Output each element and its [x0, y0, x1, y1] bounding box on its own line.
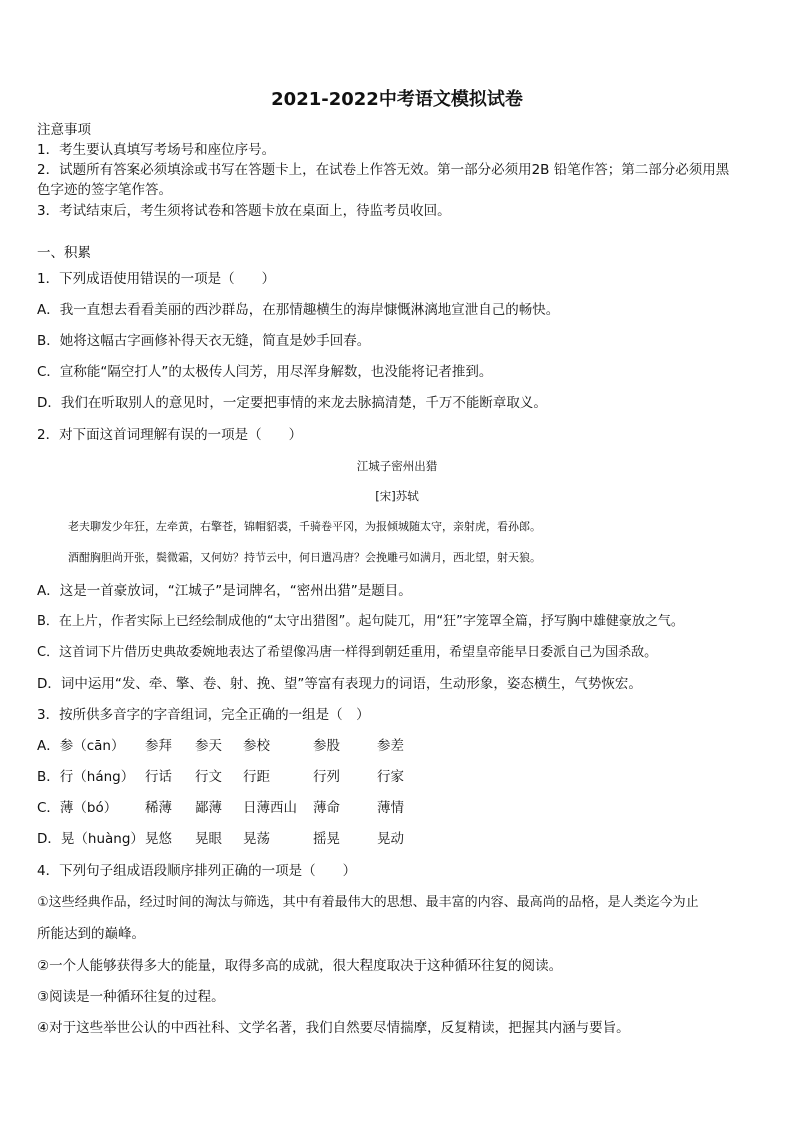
- q2-option-c: C．这首词下片借历史典故委婉地表达了希望像冯唐一样得到朝廷重用，希望皇帝能早日委派自己为国杀敌。: [37, 645, 658, 660]
- q2-option-d: D．词中运用“发、牵、擎、卷、射、挽、望”等富有表现力的词语，生动形象，姿态横生，气势恢宏。: [37, 676, 642, 692]
- q3-word: 行文: [195, 769, 222, 785]
- q3-word: 行距: [243, 769, 270, 785]
- q3-word: 薄命: [313, 800, 340, 816]
- q3-word: 行家: [377, 769, 404, 785]
- q1-option-a: A．我一直想去看看美丽的西沙群岛，在那情趣横生的海岸慷慨淋漓地宣泄自己的畅快。: [37, 302, 560, 318]
- q3-row-b: [37, 768, 404, 786]
- q3-word: 晃眼: [195, 831, 222, 847]
- q3-word: 参天: [195, 738, 222, 754]
- notice-item: 2．试题所有答案必须填涂或书写在答题卡上，在试卷上作答无效。第一部分必须用2B 铅笔作答；第二部分必须用黑: [37, 162, 730, 178]
- poem-line: 酒酣胸胆尚开张，鬓微霜，又何妨？持节云中，何日遣冯唐？会挽雕弓如满月，西北望，射天狼。: [68, 551, 541, 564]
- q4-stem: 4．下列句子组成语段顺序排列正确的一项是（ ）: [37, 863, 357, 879]
- q3-word: 参差: [377, 738, 404, 754]
- q3-word: 薄情: [377, 800, 404, 816]
- q3-stem: 3．按所供多音字的字音组词，完全正确的一组是（ ）: [37, 707, 370, 723]
- q4-sentence: ④对于这些举世公认的中西社科、文学名著，我们自然要尽情揣摩，反复精读，把握其内涵与要旨。: [37, 1020, 630, 1036]
- notice-item: 3．考试结束后，考生须将试卷和答题卡放在桌面上，待监考员收回。: [37, 203, 451, 219]
- q3-word: 参股: [313, 738, 340, 754]
- q3-row-a: [37, 737, 404, 755]
- q4-sentence: ③阅读是一种循环往复的过程。: [37, 989, 225, 1005]
- q1-option-d: D．我们在听取别人的意见时，一定要把事情的来龙去脉搞清楚，千万不能断章取义。: [37, 395, 547, 411]
- q3-word: 晃荡: [243, 831, 270, 847]
- notice-item: 1．考生要认真填写考场号和座位序号。: [37, 142, 276, 158]
- q3-row-label: D．晃（huàng）: [37, 831, 144, 847]
- poem-author: [宋]苏轼: [375, 489, 419, 503]
- q2-stem: 2．对下面这首词理解有误的一项是（ ）: [37, 427, 303, 443]
- q2-option-a: A．这是一首豪放词，“江城子”是词牌名，“密州出猎”是题目。: [37, 583, 412, 599]
- q3-row-label: A．参（cān）: [37, 738, 125, 754]
- poem-title: 江城子密州出猎: [356, 459, 438, 473]
- q3-word: 鄙薄: [195, 800, 222, 816]
- q2-option-b: B．在上片，作者实际上已经绘制成他的“太守出猎图”。起句陡兀，用“狂”字笼罩全篇，抒写胸中雄健豪放之气。: [37, 614, 684, 629]
- q3-word: 摇晃: [313, 831, 340, 847]
- q3-word: 稀薄: [145, 800, 172, 816]
- q3-word: 参拜: [145, 738, 172, 754]
- q3-word: 参校: [243, 738, 270, 754]
- exam-title: 2021-2022中考语文模拟试卷: [271, 89, 523, 110]
- q4-sentence: ①这些经典作品，经过时间的淘汰与筛选，其中有着最伟大的思想、最丰富的内容、最高尚的品格，是人类迄今为止: [37, 895, 699, 910]
- q1-option-b: B．她将这幅古字画修补得天衣无缝，简直是妙手回春。: [37, 333, 371, 349]
- q4-sentence: ②一个人能够获得多大的能量，取得多高的成就，很大程度取决于这种循环往复的阅读。: [37, 958, 563, 974]
- q3-word: 晃动: [377, 831, 404, 847]
- q1-option-c: C．宣称能“隔空打人”的太极传人闫芳，用尽浑身解数，也没能将记者推到。: [37, 364, 493, 380]
- poem-line: 老夫聊发少年狂，左牵黄，右擎苍，锦帽貂裘，千骑卷平冈，为报倾城随太守，亲射虎，看孙郎。: [68, 520, 541, 533]
- section-heading: 一、积累: [37, 245, 91, 261]
- q3-word: 日薄西山: [243, 800, 297, 816]
- q3-row-d: [37, 830, 404, 848]
- q3-row-c: [37, 799, 404, 817]
- q3-row-label: B．行（háng）: [37, 769, 135, 785]
- q3-word: 晃悠: [145, 831, 172, 847]
- notice-item: 色字迹的签字笔作答。: [37, 182, 172, 198]
- q4-sentence: 所能达到的巅峰。: [37, 926, 145, 942]
- notice-heading: 注意事项: [37, 122, 91, 138]
- q3-word: 行话: [145, 769, 172, 785]
- q3-row-label: C．薄（bó）: [37, 800, 118, 816]
- q1-stem: 1．下列成语使用错误的一项是（ ）: [37, 271, 276, 287]
- q3-word: 行列: [313, 769, 340, 785]
